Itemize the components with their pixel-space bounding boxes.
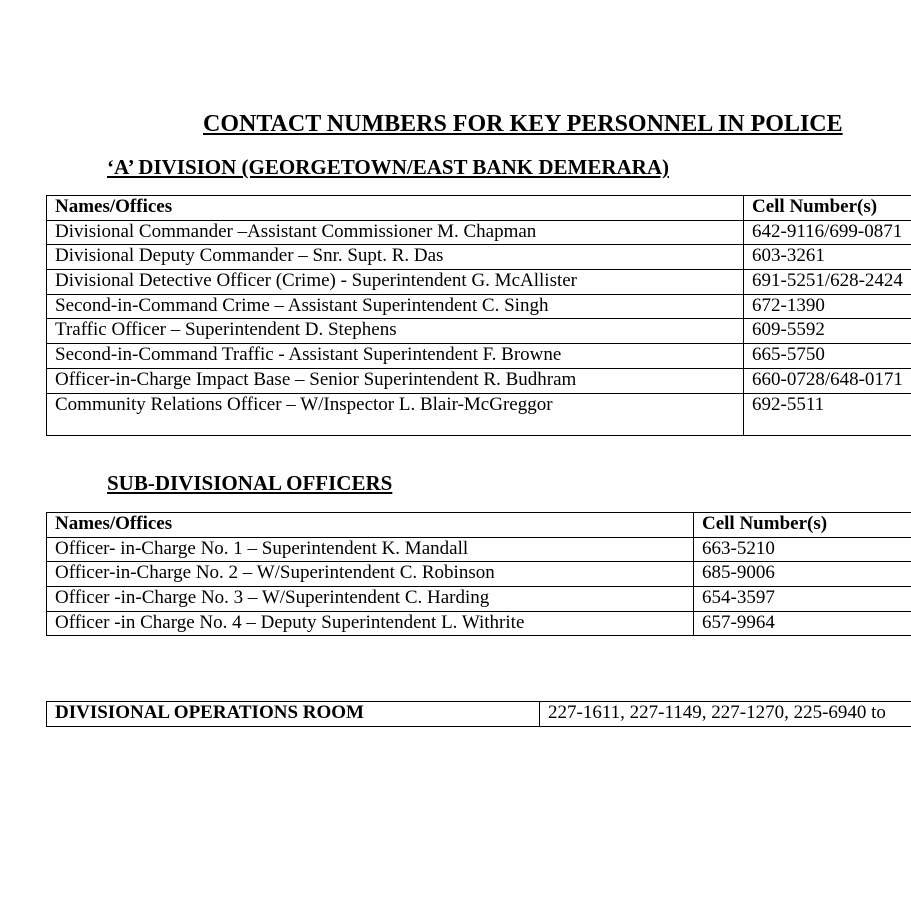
division-contacts-table xyxy=(46,195,911,436)
operations-room-table xyxy=(46,701,911,727)
officer-name-cell: Officer-in-Charge Impact Base – Senior Superintendent R. Budhram xyxy=(47,368,744,393)
subdivision-heading: SUB-DIVISIONAL OFFICERS xyxy=(107,471,393,495)
officer-name-cell: Second-in-Command Crime – Assistant Superintendent C. Singh xyxy=(47,294,744,319)
cell-number-cell: 660-0728/648-0171 xyxy=(744,368,911,393)
cell-number-cell: 665-5750 xyxy=(744,344,911,369)
cell-number-cell: 609-5592 xyxy=(744,319,911,344)
cell-number-cell: 672-1390 xyxy=(744,294,911,319)
table-header-row xyxy=(47,513,911,538)
division-heading: ‘A’ DIVISION (GEORGETOWN/EAST BANK DEMERARA) xyxy=(107,155,670,179)
column-header-cell: Cell Number(s) xyxy=(694,513,911,538)
table-row xyxy=(47,537,911,562)
cell-number-cell: 657-9964 xyxy=(694,611,911,636)
officer-name-cell: Divisional Deputy Commander – Snr. Supt. R. Das xyxy=(47,245,744,270)
officer-name-cell: Second-in-Command Traffic - Assistant Superintendent F. Browne xyxy=(47,344,744,369)
page-title: CONTACT NUMBERS FOR KEY PERSONNEL IN POLICE xyxy=(203,111,843,137)
column-header-names: Names/Offices xyxy=(47,513,694,538)
cell-number-cell: 692-5511 xyxy=(744,393,911,435)
table-header-row xyxy=(47,196,911,221)
column-header-cell: Cell Number(s) xyxy=(744,196,911,221)
cell-number-cell: 685-9006 xyxy=(694,562,911,587)
column-header-names: Names/Offices xyxy=(47,196,744,221)
officer-name-cell: Officer-in-Charge No. 2 – W/Superintendent C. Robinson xyxy=(47,562,694,587)
cell-number-cell: 603-3261 xyxy=(744,245,911,270)
officer-name-cell: Officer -in Charge No. 4 – Deputy Superintendent L. Withrite xyxy=(47,611,694,636)
cell-number-cell: 663-5210 xyxy=(694,537,911,562)
table-row xyxy=(47,294,911,319)
officer-name-cell: Divisional Detective Officer (Crime) - Superintendent G. McAllister xyxy=(47,270,744,295)
table-row xyxy=(47,702,911,727)
cell-number-cell: 654-3597 xyxy=(694,587,911,612)
operations-room-numbers: 227-1611, 227-1149, 227-1270, 225-6940 to xyxy=(540,702,911,727)
table-row xyxy=(47,344,911,369)
table-row xyxy=(47,220,911,245)
table-row xyxy=(47,245,911,270)
table-row xyxy=(47,270,911,295)
operations-room-label: DIVISIONAL OPERATIONS ROOM xyxy=(47,702,540,727)
officer-name-cell: Community Relations Officer – W/Inspector L. Blair-McGreggor xyxy=(47,393,744,435)
table-row xyxy=(47,368,911,393)
table-row xyxy=(47,393,911,435)
cell-number-cell: 691-5251/628-2424 xyxy=(744,270,911,295)
officer-name-cell: Traffic Officer – Superintendent D. Stephens xyxy=(47,319,744,344)
table-row xyxy=(47,319,911,344)
cell-number-cell: 642-9116/699-0871 xyxy=(744,220,911,245)
officer-name-cell: Officer- in-Charge No. 1 – Superintendent K. Mandall xyxy=(47,537,694,562)
table-row xyxy=(47,611,911,636)
officer-name-cell: Officer -in-Charge No. 3 – W/Superintendent C. Harding xyxy=(47,587,694,612)
table-row xyxy=(47,562,911,587)
subdivision-contacts-table xyxy=(46,512,911,636)
table-row xyxy=(47,587,911,612)
officer-name-cell: Divisional Commander –Assistant Commissioner M. Chapman xyxy=(47,220,744,245)
